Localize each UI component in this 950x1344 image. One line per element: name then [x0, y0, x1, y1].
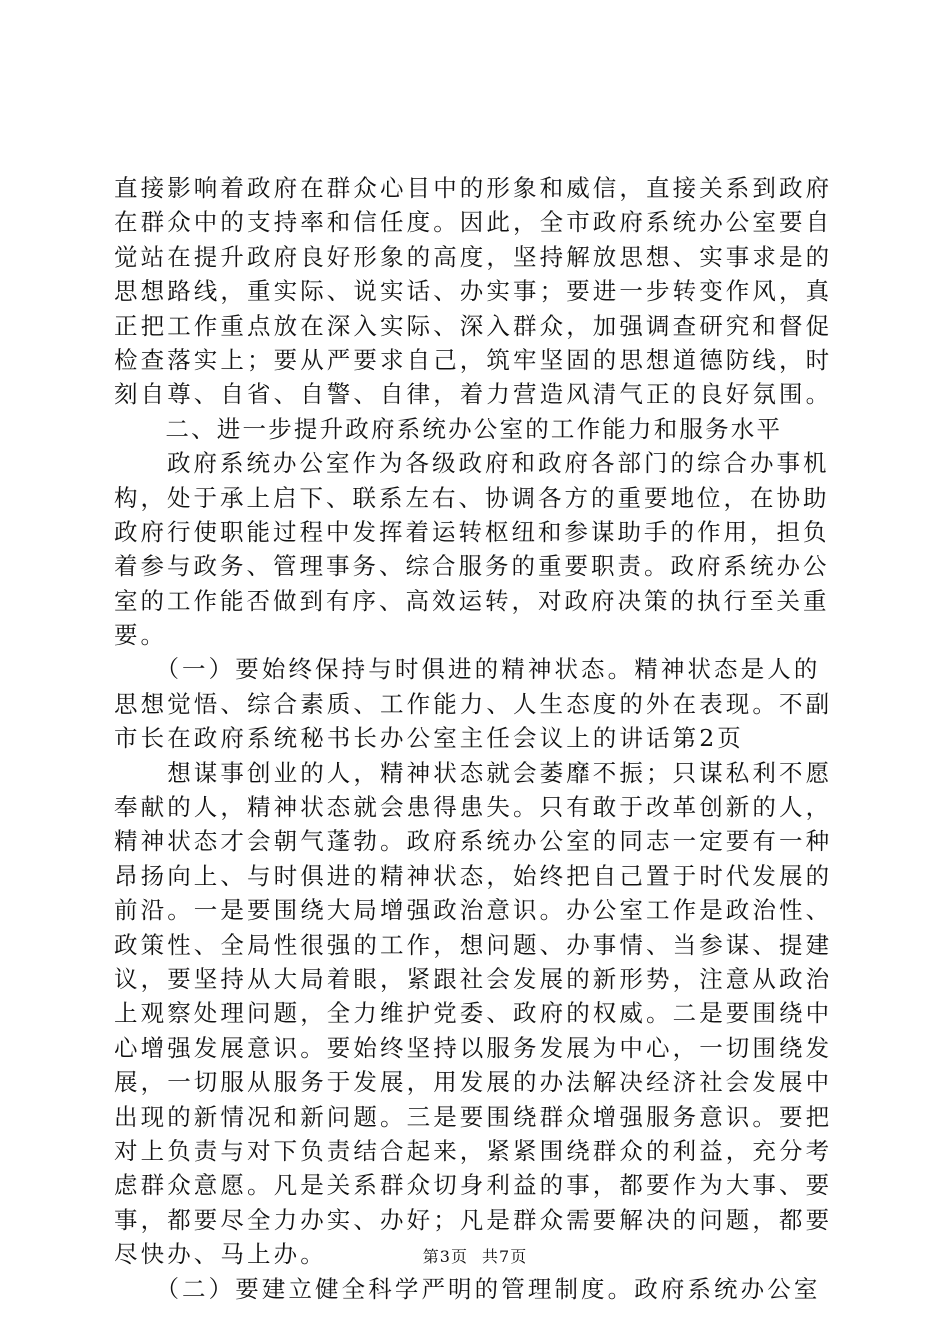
paragraph-5 [114, 1272, 844, 1306]
text-line: 政策性、全局性很强的工作，想问题、办事情、当参谋、提建 [114, 930, 833, 959]
text-line: 心增强发展意识。要始终坚持以服务发展为中心，一切围绕发 [114, 1033, 833, 1062]
text-line: 构，处于承上启下、联系左右、协调各方的重要地位，在协助 [114, 483, 830, 512]
text-line: 尽快办、马上办。 [114, 1240, 327, 1269]
text-line: 刻自尊、自省、自警、自律，着力营造风清气正的良好氛围。 [114, 380, 833, 409]
text-line: 想谋事创业的人，精神状态就会萎靡不振；只谋私利不愿 [114, 758, 833, 787]
text-line: 政府系统办公室作为各级政府和政府各部门的综合办事机 [114, 449, 830, 478]
text-line: 着参与政务、管理事务、综合服务的重要职责。政府系统办公 [114, 552, 830, 581]
text-line: 出现的新情况和新问题。三是要围绕群众增强服务意识。要把 [114, 1102, 833, 1131]
section-heading [114, 412, 844, 446]
paragraph-3 [114, 652, 844, 755]
text-line: （二）要建立健全科学严明的管理制度。政府系统办公室 [114, 1274, 821, 1303]
text-line: （一）要始终保持与时俱进的精神状态。精神状态是人的 [114, 655, 821, 684]
page-total: 共7页 [482, 1247, 528, 1266]
text-line: 室的工作能否做到有序、高效运转，对政府决策的执行至关重 [114, 586, 830, 615]
text-line: 市长在政府系统秘书长办公室主任会议上的讲话第2页 [114, 724, 744, 753]
text-line: 政府行使职能过程中发挥着运转枢纽和参谋助手的作用，担负 [114, 517, 830, 546]
paragraph-1 [114, 171, 844, 412]
text-line: 议，要坚持从大局着眼，紧跟社会发展的新形势，注意从政治 [114, 964, 833, 993]
text-line: 正把工作重点放在深入实际、深入群众，加强调查研究和督促 [114, 311, 833, 340]
text-line: 思想路线，重实际、说实话、办实事；要进一步转变作风，真 [114, 277, 833, 306]
text-line: 精神状态才会朝气蓬勃。政府系统办公室的同志一定要有一种 [114, 827, 833, 856]
text-line: 直接影响着政府在群众心目中的形象和威信，直接关系到政府 [114, 174, 833, 202]
text-line: 昂扬向上、与时俱进的精神状态，始终把自己置于时代发展的 [114, 861, 833, 890]
text-line: 虑群众意愿。凡是关系群众切身利益的事，都要作为大事、要 [114, 1171, 833, 1200]
page-footer [0, 1244, 950, 1267]
text-line: 要。 [114, 621, 167, 650]
paragraph-2 [114, 446, 844, 652]
text-line: 对上负责与对下负责结合起来，紧紧围绕群众的利益，充分考 [114, 1136, 833, 1165]
text-line: 思想觉悟、综合素质、工作能力、人生态度的外在表现。不副 [114, 689, 833, 718]
text-line: 展，一切服从服务于发展，用发展的办法解决经济社会发展中 [114, 1068, 833, 1097]
text-line: 前沿。一是要围绕大局增强政治意识。办公室工作是政治性、 [114, 896, 833, 925]
page-number: 第3页 [422, 1247, 468, 1266]
text-line: 奉献的人，精神状态就会患得患失。只有敢于改革创新的人， [114, 793, 833, 822]
paragraph-4 [114, 756, 844, 1272]
text-line: 在群众中的支持率和信任度。因此，全市政府系统办公室要自 [114, 208, 833, 237]
text-line: 检查落实上；要从严要求自己，筑牢坚固的思想道德防线，时 [114, 345, 833, 374]
text-line: 觉站在提升政府良好形象的高度，坚持解放思想、实事求是的 [114, 242, 833, 271]
text-line: 上观察处理问题，全力维护党委、政府的权威。二是要围绕中 [114, 999, 833, 1028]
document-body [114, 171, 844, 1306]
text-line: 二、进一步提升政府系统办公室的工作能力和服务水平 [114, 414, 783, 443]
text-line: 事，都要尽全力办实、办好；凡是群众需要解决的问题，都要 [114, 1205, 833, 1234]
